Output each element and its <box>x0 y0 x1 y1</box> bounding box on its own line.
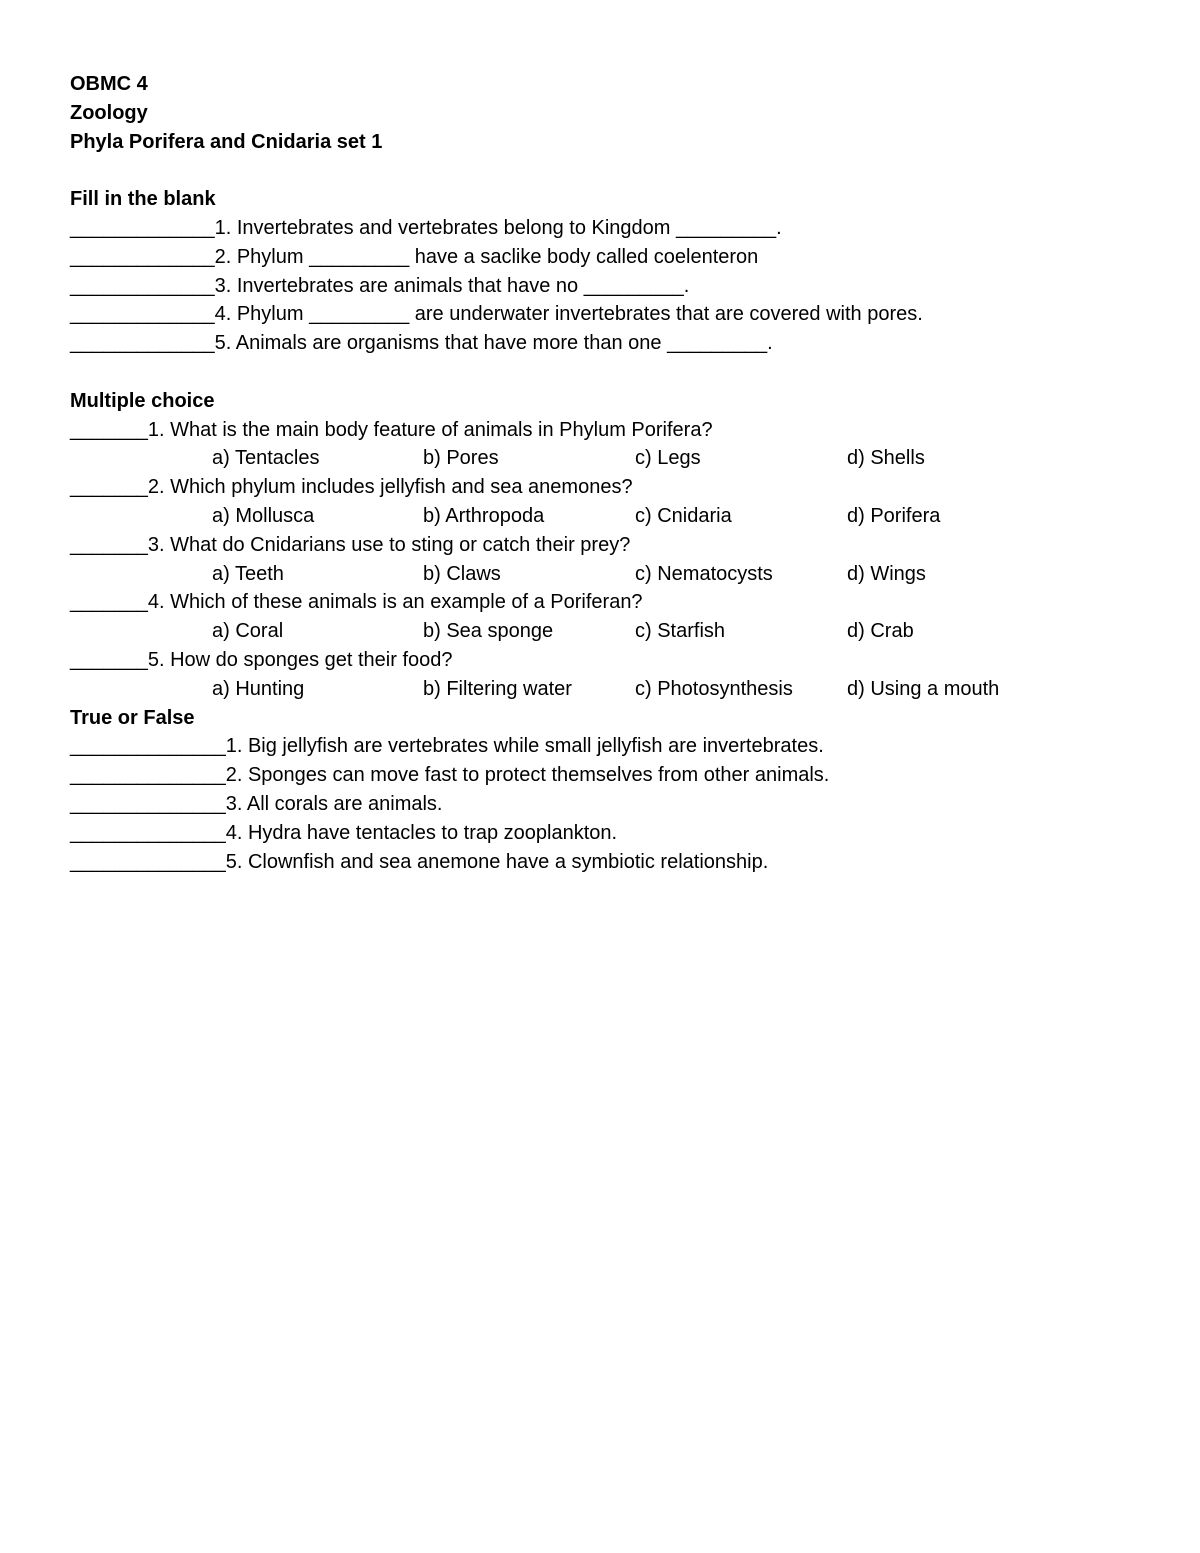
mc-question: _______3. What do Cnidarians use to sting or catch their prey? <box>70 533 631 556</box>
mc-question: _______1. What is the main body feature of animals in Phylum Porifera? <box>70 418 713 441</box>
worksheet-content <box>70 70 1130 876</box>
mc-option-a: a) Hunting <box>212 677 305 700</box>
true-false-item: ______________3. All corals are animals. <box>70 792 443 815</box>
mc-option-b: b) Arthropoda <box>423 504 545 527</box>
fill-in-blank-item: _____________2. Phylum _________ have a saclike body called coelenteron <box>70 245 759 268</box>
mc-question: _______2. Which phylum includes jellyfish and sea anemones? <box>70 476 633 499</box>
mc-question: _______5. How do sponges get their food? <box>70 648 453 671</box>
mc-option-d: d) Using a mouth <box>847 677 1000 700</box>
worksheet-title: Phyla Porifera and Cnidaria set 1 <box>70 130 383 153</box>
mc-option-b: b) Pores <box>423 447 499 470</box>
mc-option-d: d) Crab <box>847 620 914 643</box>
course-code: OBMC 4 <box>70 73 148 95</box>
spacer <box>70 156 1130 185</box>
subject-title: Zoology <box>70 101 148 124</box>
mc-option-a: a) Coral <box>212 620 284 643</box>
fill-in-blank-item: _____________3. Invertebrates are animals that have no _________. <box>70 274 690 297</box>
mc-option-a: a) Mollusca <box>212 504 315 527</box>
mc-option-d: d) Shells <box>847 447 925 470</box>
fill-in-blank-heading: Fill in the blank <box>70 188 216 211</box>
multiple-choice-heading: Multiple choice <box>70 389 215 412</box>
mc-option-c: c) Starfish <box>635 620 726 643</box>
mc-option-c: c) Photosynthesis <box>635 677 793 700</box>
mc-option-b: b) Filtering water <box>423 677 572 700</box>
mc-option-b: b) Sea sponge <box>423 620 554 643</box>
true-false-item: ______________4. Hydra have tentacles to trap zooplankton. <box>70 821 618 844</box>
true-false-heading: True or False <box>70 706 195 729</box>
mc-options <box>70 675 1130 704</box>
mc-option-d: d) Wings <box>847 562 926 585</box>
mc-option-b: b) Claws <box>423 562 501 585</box>
mc-options <box>70 502 1130 531</box>
mc-option-c: c) Legs <box>635 447 701 470</box>
mc-option-d: d) Porifera <box>847 504 941 527</box>
mc-question: _______4. Which of these animals is an example of a Poriferan? <box>70 591 643 614</box>
true-false-item: ______________5. Clownfish and sea anemone have a symbiotic relationship. <box>70 850 769 873</box>
true-false-item: ______________1. Big jellyfish are vertebrates while small jellyfish are invertebrates. <box>70 735 824 758</box>
fill-in-blank-item: _____________4. Phylum _________ are underwater invertebrates that are covered with pores. <box>70 303 923 326</box>
spacer <box>70 358 1130 387</box>
mc-options <box>70 560 1130 589</box>
mc-option-c: c) Cnidaria <box>635 504 732 527</box>
mc-option-c: c) Nematocysts <box>635 562 773 585</box>
mc-options <box>70 617 1130 646</box>
mc-option-a: a) Tentacles <box>212 447 320 470</box>
true-false-item: ______________2. Sponges can move fast to protect themselves from other animals. <box>70 764 830 787</box>
mc-options <box>70 444 1130 473</box>
mc-option-a: a) Teeth <box>212 562 284 585</box>
fill-in-blank-item: _____________1. Invertebrates and vertebrates belong to Kingdom _________. <box>70 216 782 239</box>
fill-in-blank-item: _____________5. Animals are organisms that have more than one _________. <box>70 332 773 355</box>
